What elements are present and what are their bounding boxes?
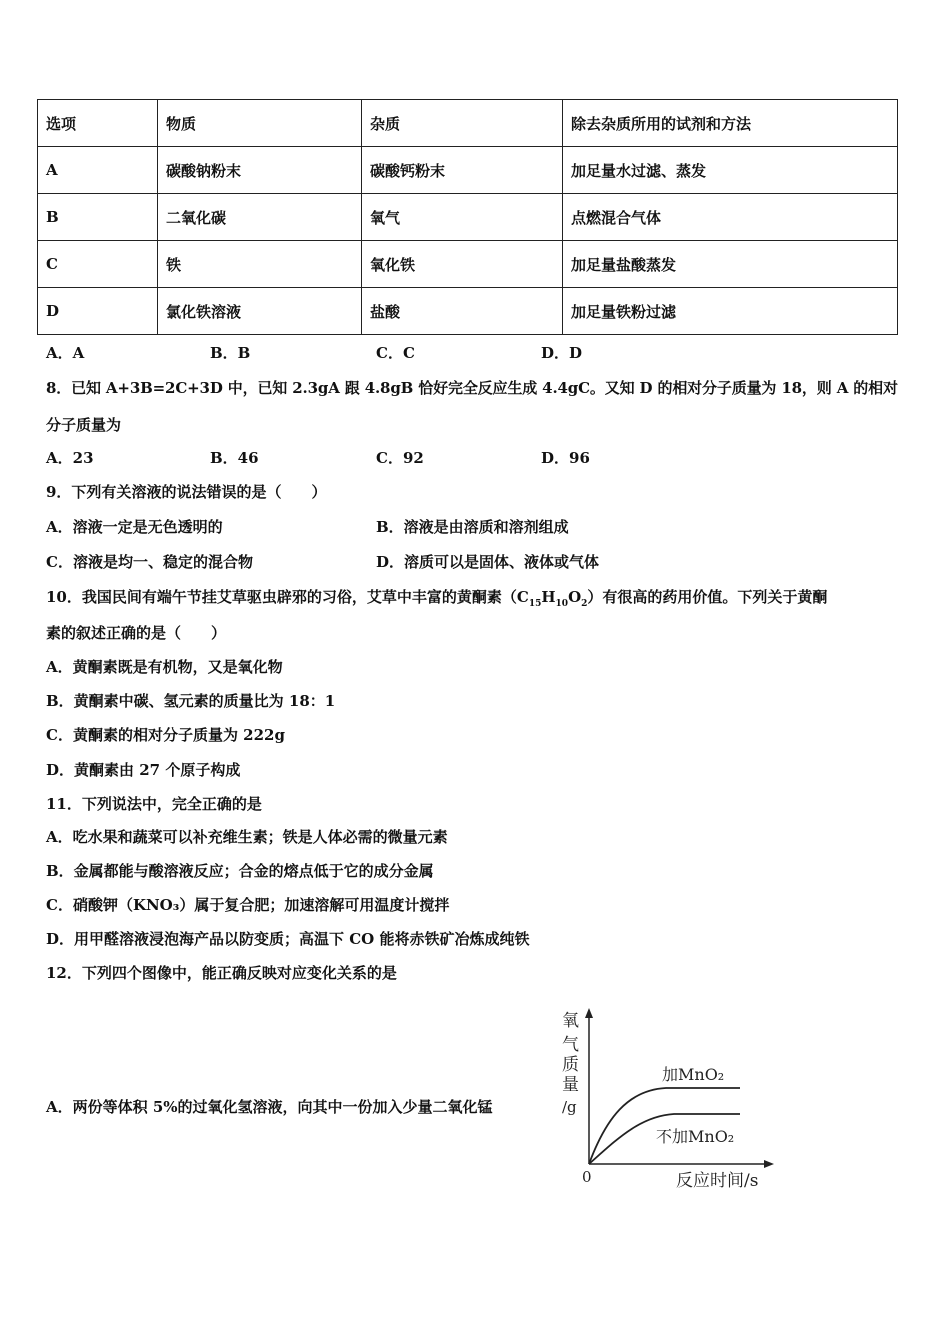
- table-header-row: [38, 100, 898, 147]
- q10-stem-text: 10．我国民间有端午节挂艾草驱虫辟邪的习俗，艾草中丰富的黄酮素（C: [46, 588, 529, 606]
- ylabel-char: 氧: [562, 1011, 579, 1031]
- q12-option-a[interactable]: A．两份等体积 5%的过氧化氢溶液，向其中一份加入少量二氧化锰: [46, 1098, 493, 1116]
- q10-option-d[interactable]: D．黄酮素由 27 个原子构成: [46, 761, 241, 779]
- q10-stem-text: ）有很高的药用价值。下列关于黄酮: [587, 588, 828, 606]
- table-row: [38, 241, 898, 288]
- series-label-with-mno2: 加MnO₂: [662, 1065, 725, 1084]
- formula-subscript: 2: [581, 599, 588, 609]
- q10-option-c[interactable]: C．黄酮素的相对分子质量为 222g: [46, 726, 285, 744]
- q8-option-b[interactable]: B．46: [210, 449, 259, 467]
- table-cell: 氯化铁溶液: [158, 288, 362, 335]
- ylabel-char: 气: [562, 1035, 579, 1055]
- table-row: [38, 147, 898, 194]
- table-cell: 点燃混合气体: [563, 194, 898, 241]
- q8-option-a[interactable]: A．23: [46, 449, 94, 467]
- q11-option-b[interactable]: B．金属都能与酸溶液反应；合金的熔点低于它的成分金属: [46, 862, 434, 880]
- table-cell: 碳酸钠粉末: [158, 147, 362, 194]
- table-cell: 氧气: [362, 194, 563, 241]
- q8-option-d[interactable]: D．96: [541, 449, 590, 467]
- q7-option-b[interactable]: B．B: [210, 344, 251, 362]
- table-cell: 二氧化碳: [158, 194, 362, 241]
- series-line-with-mno2: [589, 1088, 740, 1164]
- table-cell: 氧化铁: [362, 241, 563, 288]
- ylabel-char: /g: [562, 1098, 577, 1116]
- formula-element: O: [568, 588, 582, 606]
- table-cell: 加足量水过滤、蒸发: [563, 147, 898, 194]
- q7-option-d[interactable]: D．D: [541, 344, 583, 362]
- q7-option-a[interactable]: A．A: [46, 344, 85, 362]
- q10-option-b[interactable]: B．黄酮素中碳、氢元素的质量比为 18：1: [46, 692, 336, 710]
- table-cell: 加足量铁粉过滤: [563, 288, 898, 335]
- q10-stem-line1: [46, 586, 827, 609]
- q8-stem-line2: 分子质量为: [46, 416, 122, 434]
- table-header: 除去杂质所用的试剂和方法: [563, 100, 898, 147]
- table-cell: D: [38, 288, 158, 335]
- q11-option-a[interactable]: A．吃水果和蔬菜可以补充维生素；铁是人体必需的微量元素: [46, 828, 448, 846]
- ylabel-char: 量: [562, 1075, 579, 1095]
- table-header: 杂质: [362, 100, 563, 147]
- table-cell: 盐酸: [362, 288, 563, 335]
- table-cell: B: [38, 194, 158, 241]
- table-cell: 加足量盐酸蒸发: [563, 241, 898, 288]
- q9-option-d[interactable]: D．溶质可以是固体、液体或气体: [376, 553, 600, 571]
- series-label-without-mno2: 不加MnO₂: [656, 1127, 735, 1146]
- q10-stem-line2: 素的叙述正确的是（ ）: [46, 624, 227, 642]
- q10-option-a[interactable]: A．黄酮素既是有机物，又是氧化物: [46, 658, 283, 676]
- q9-stem: 9．下列有关溶液的说法错误的是（ ）: [46, 483, 327, 501]
- q11-option-c[interactable]: C．硝酸钾（KNO₃）属于复合肥；加速溶解可用温度计搅拌: [46, 896, 450, 914]
- ylabel-char: 质: [562, 1055, 579, 1075]
- table-cell: A: [38, 147, 158, 194]
- q7-option-c[interactable]: C．C: [376, 344, 415, 362]
- formula-subscript: 10: [555, 599, 569, 609]
- origin-label: 0: [582, 1168, 592, 1186]
- substance-table: [37, 99, 898, 335]
- table-row: [38, 194, 898, 241]
- q11-option-d[interactable]: D．用甲醛溶液浸泡海产品以防变质；高温下 CO 能将赤铁矿冶炼成纯铁: [46, 930, 530, 948]
- q11-stem: 11．下列说法中，完全正确的是: [46, 795, 262, 813]
- q8-option-c[interactable]: C．92: [376, 449, 424, 467]
- q12-stem: 12．下列四个图像中，能正确反映对应变化关系的是: [46, 964, 397, 982]
- q9-option-a[interactable]: A．溶液一定是无色透明的: [46, 518, 223, 536]
- q9-option-b[interactable]: B．溶液是由溶质和溶剂组成: [376, 518, 569, 536]
- table-cell: C: [38, 241, 158, 288]
- formula-subscript: 15: [528, 599, 542, 609]
- q9-option-c[interactable]: C．溶液是均一、稳定的混合物: [46, 553, 253, 571]
- table-header: 物质: [158, 100, 362, 147]
- table-row: [38, 288, 898, 335]
- table-header: 选项: [38, 100, 158, 147]
- table-cell: 碳酸钙粉末: [362, 147, 563, 194]
- table-cell: 铁: [158, 241, 362, 288]
- y-axis-arrow-icon: [585, 1008, 593, 1018]
- oxygen-mass-chart: [548, 1000, 788, 1200]
- x-axis-arrow-icon: [764, 1160, 774, 1168]
- x-axis-label: 反应时间/s: [676, 1171, 759, 1191]
- q8-stem-line1: 8．已知 A+3B=2C+3D 中，已知 2.3gA 跟 4.8gB 恰好完全反应生成 4.4gC。又知 D 的相对分子质量为 18，则 A 的相对: [46, 379, 898, 397]
- formula-element: H: [541, 588, 556, 606]
